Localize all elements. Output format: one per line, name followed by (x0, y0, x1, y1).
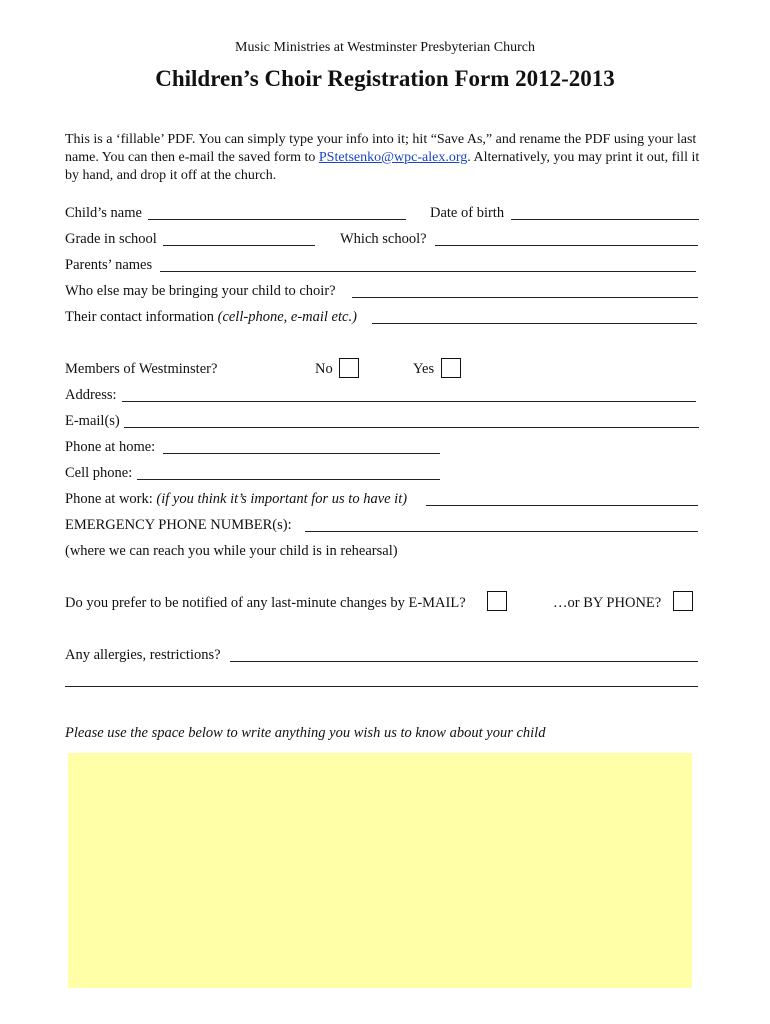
members-label: Members of Westminster? (65, 361, 218, 377)
notes-textarea[interactable] (68, 753, 692, 988)
phone-work-field[interactable] (426, 505, 698, 506)
date-of-birth-field[interactable] (511, 219, 699, 220)
parents-names-field[interactable] (160, 271, 696, 272)
members-no-label: No (315, 361, 333, 377)
address-field[interactable] (122, 401, 696, 402)
email-link[interactable]: PStetsenko@wpc-alex.org (318, 150, 468, 165)
notify-email-label: Do you prefer to be notified of any last-minute changes by E-MAIL? (65, 595, 466, 611)
grade-field[interactable] (163, 245, 315, 246)
contact-info-field[interactable] (372, 323, 697, 324)
emails-label: E-mail(s) (65, 413, 120, 429)
address-label: Address: (65, 387, 117, 403)
members-no-checkbox[interactable] (339, 358, 359, 378)
allergies-label: Any allergies, restrictions? (65, 647, 221, 663)
phone-home-field[interactable] (163, 453, 440, 454)
which-school-label: Which school? (340, 231, 427, 247)
intro-paragraph (65, 131, 705, 185)
childs-name-label: Child’s name (65, 205, 142, 221)
date-of-birth-label: Date of birth (430, 205, 505, 221)
form-title: Children’s Choir Registration Form 2012-2013 (155, 66, 615, 91)
notify-email-checkbox[interactable] (487, 591, 507, 611)
emergency-label: EMERGENCY PHONE NUMBER(s): (65, 517, 292, 533)
emergency-note: (where we can reach you while your child is in rehearsal) (65, 543, 398, 559)
contact-info-label (65, 309, 357, 326)
grade-label: Grade in school (65, 231, 157, 247)
organization-name: Music Ministries at Westminster Presbyterian Church (235, 40, 535, 55)
cell-phone-field[interactable] (137, 479, 440, 480)
allergies-field[interactable] (230, 661, 698, 662)
notes-prompt: Please use the space below to write anything you wish us to know about your child (65, 725, 546, 741)
emails-field[interactable] (124, 427, 699, 428)
which-school-field[interactable] (435, 245, 698, 246)
who-else-label: Who else may be bringing your child to choir? (65, 283, 336, 299)
members-yes-label: Yes (413, 361, 435, 377)
phone-home-label: Phone at home: (65, 439, 156, 455)
cell-phone-label: Cell phone: (65, 465, 133, 481)
parents-names-label: Parents’ names (65, 257, 153, 273)
phone-work-hint: (if you think it’s important for us to have it) (156, 491, 408, 507)
who-else-field[interactable] (352, 297, 698, 298)
childs-name-field[interactable] (148, 219, 406, 220)
emergency-field[interactable] (305, 531, 698, 532)
notify-phone-label: …or BY PHONE? (553, 595, 662, 611)
contact-info-text: Their contact information (65, 309, 218, 325)
contact-info-hint: (cell-phone, e-mail etc.) (217, 309, 357, 325)
allergies-field-line-2[interactable] (65, 686, 698, 687)
phone-work-text: Phone at work: (65, 491, 157, 507)
intro-text-2: . Alternatively, you may print it out, fill it by hand, and drop it off at the church. (65, 150, 700, 183)
notify-phone-checkbox[interactable] (673, 591, 693, 611)
members-yes-checkbox[interactable] (441, 358, 461, 378)
phone-work-label (65, 491, 407, 508)
intro-text-1: This is a ‘fillable’ PDF. You can simply type your info into it; hit “Save As,” and rename the PDF using your last name. You can then e-mail the saved form to (65, 132, 697, 165)
